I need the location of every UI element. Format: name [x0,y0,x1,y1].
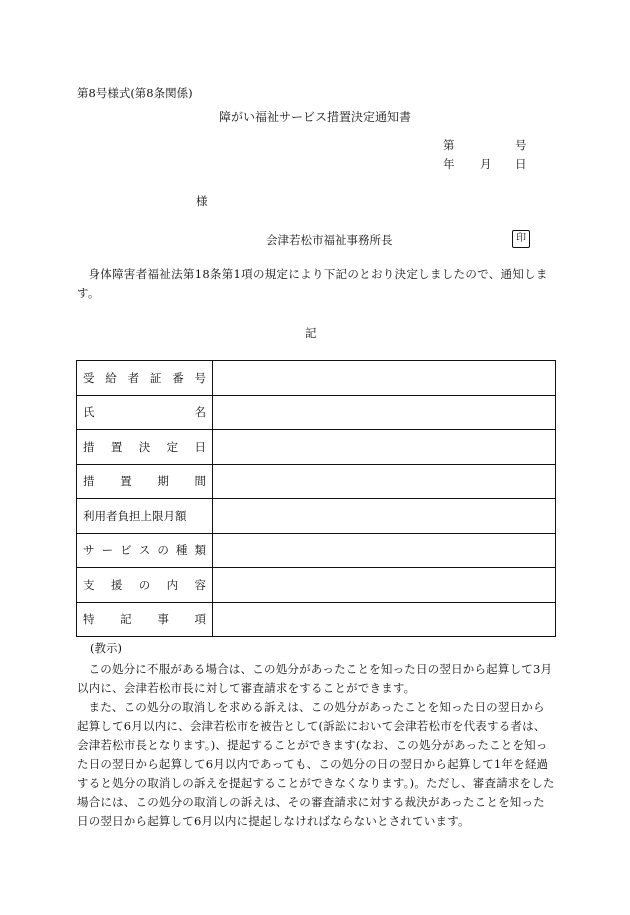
row-label-char: 利用者負担上限月額 [83,508,187,523]
row-label [77,430,213,465]
ki-heading: 記 [305,326,317,340]
table-row [77,395,556,430]
row-label-char: 項 [194,612,206,627]
row-label-char: 間 [194,474,206,489]
row-label-char: 決 [138,439,151,454]
instruction-paragraph: この処分に不服がある場合は、この処分があったことを知った日の翌日から起算して3月以内に、会津若松市長に対して審査請求をすることができます。 [77,662,553,695]
row-label-char: 番 [172,370,184,385]
row-label-char: 氏 [83,405,95,420]
form-number: 第8号様式(第8条関係) [77,86,193,100]
row-value-field[interactable] [213,499,556,534]
instruction-heading: (教示) [90,641,122,655]
row-label [77,464,213,499]
row-label-char: 証 [149,370,162,385]
instruction-paragraph: また、この処分の取消しを求める訴えは、この処分があったことを知った日の翌日から起算して6月以内に、会津若松市を被告として(訴訟において会津若松市を代表する者は、会津若松市長となります。)、提起することができます(なお、この処分があったことを知った日の翌日から起算して6月以内であっても、この処分の日の翌日から起算して1年を経過すると処分の取消しの訴えを提起することができなくなります。)。ただし、審査請求をした場合には、この処分の取消しの訴えは、その審査請求に対する裁決があったことを知った日の翌日から起算して6月以内に提起しなければならないとされています。 [77,700,555,828]
row-label-char: サ [83,543,95,558]
issuer-name: 会津若松市福祉事務所長 [266,233,393,247]
table-row [77,499,556,534]
table-row [77,361,556,396]
row-value-field[interactable] [213,395,556,430]
row-label-char: 類 [194,543,206,558]
number-prefix: 第 [443,138,455,152]
addressee-suffix: 様 [196,194,208,208]
row-label-char: 措 [83,439,95,454]
row-label [77,395,213,430]
row-label-char: 援 [110,577,123,592]
row-label-char: 記 [120,612,132,627]
row-label-char: 置 [120,474,132,489]
details-table [76,360,556,637]
row-label-char: 者 [127,370,140,385]
row-label-char: 号 [194,370,206,385]
date-day-label: 日 [515,157,527,171]
notice-body: 身体障害者福祉法第18条第1項の規定により下記のとおり決定しましたので、通知します。 [77,267,548,300]
row-label-char: ス [138,543,151,558]
row-label-char: ー [101,543,114,558]
row-label-char: 受 [83,370,95,385]
row-value-field[interactable] [213,430,556,465]
row-value-field[interactable] [213,361,556,396]
row-label-char: 特 [83,612,95,627]
row-value-field[interactable] [213,568,556,603]
row-label [77,568,213,603]
document-title: 障がい福祉サービス措置決定通知書 [219,110,412,124]
row-label-char: 支 [83,577,95,592]
row-label [77,602,213,637]
row-label [77,499,213,534]
row-label-char: 措 [83,474,95,489]
row-label-char: の [157,543,169,558]
date-year-label: 年 [443,157,455,171]
row-label-char: 定 [166,439,179,454]
row-value-field[interactable] [213,602,556,637]
row-label-char: 置 [110,439,123,454]
row-label-char: 種 [175,543,188,558]
row-value-field[interactable] [213,464,556,499]
table-row [77,533,556,568]
table-row [77,602,556,637]
row-label-char: の [138,577,151,592]
row-label [77,361,213,396]
table-row [77,568,556,603]
row-label-char: 給 [105,370,117,385]
table-row [77,430,556,465]
row-value-field[interactable] [213,533,556,568]
row-label-char: 事 [157,612,169,627]
seal-stamp-icon: 印 [512,230,530,248]
row-label-char: 日 [194,439,206,454]
row-label-char: 名 [194,405,206,420]
number-suffix: 号 [515,138,527,152]
row-label-char: ビ [120,543,132,558]
row-label-char: 容 [194,577,206,592]
row-label-char: 内 [166,577,179,592]
row-label [77,533,213,568]
table-row [77,464,556,499]
date-month-label: 月 [480,157,492,171]
row-label-char: 期 [157,474,169,489]
